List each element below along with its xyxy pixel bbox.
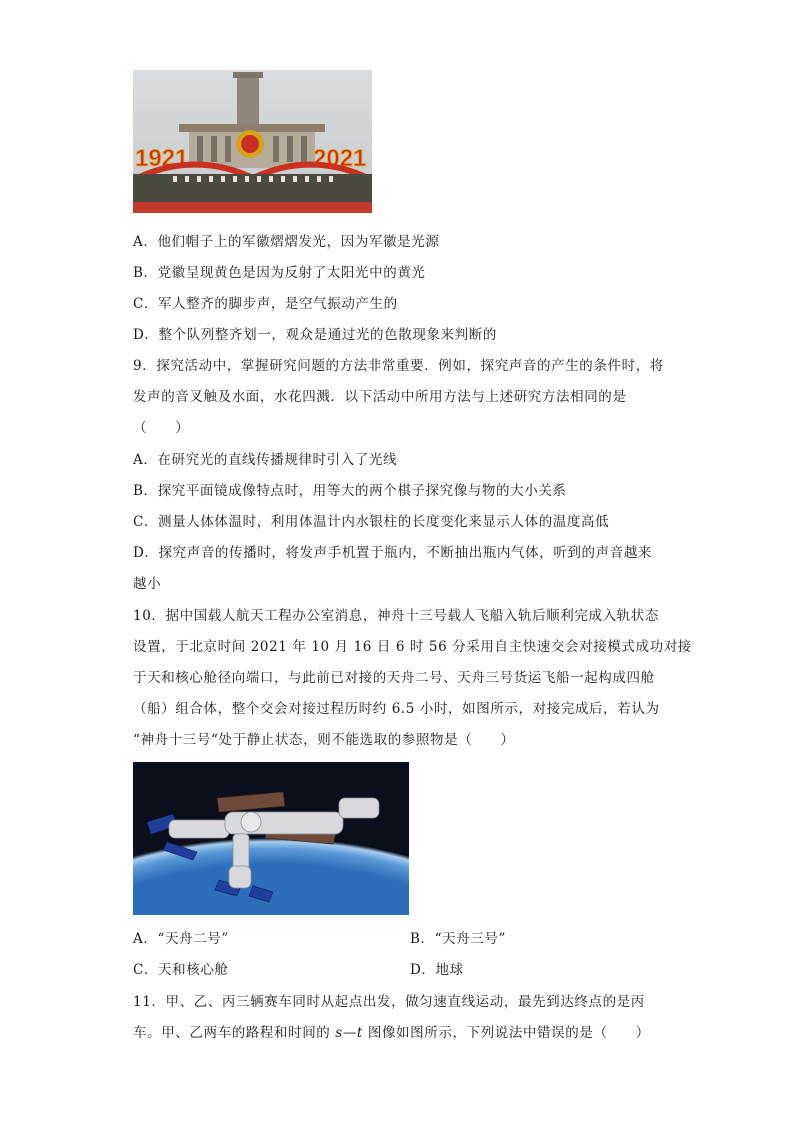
q10-stem-line: 于天和核心舱径向端口，与此前已对接的天舟二号、天舟三号货运飞船一起构成四舱 bbox=[133, 670, 655, 686]
year-right-text: 2021 bbox=[313, 145, 367, 172]
q10-option-d: D．地球 bbox=[410, 962, 464, 978]
year-left-text: 1921 bbox=[135, 145, 189, 172]
q11-stem-text: 车。甲、乙两车的路程和时间的 bbox=[133, 1025, 336, 1041]
q9-stem-line: 发声的音叉触及水面，水花四溅．以下活动中所用方法与上述研究方法相同的是 bbox=[133, 389, 627, 405]
q10-option-a: A．“天舟二号” bbox=[133, 931, 229, 947]
q9-option-c: C．测量人体体温时，利用体温计内水银柱的长度变化来显示人体的温度高低 bbox=[133, 514, 610, 530]
q11-stem-line: 11．甲、乙、丙三辆赛车同时从起点出发，做匀速直线运动，最先到达终点的是丙 bbox=[133, 994, 645, 1010]
q10-option-b: B．“天舟三号” bbox=[410, 931, 507, 947]
st-graph-variable: s—t bbox=[335, 1025, 363, 1041]
q9-answer-blank: （ ） bbox=[133, 420, 190, 436]
q9-option-a: A．在研究光的直线传播规律时引入了光线 bbox=[133, 452, 398, 468]
q10-stem-line: （船）组合体，整个交会对接过程历时约 6.5 小时，如图所示，对接完成后，若认为 bbox=[133, 701, 660, 717]
q8-option-a: A．他们帽子上的军徽熠熠发光，因为军徽是光源 bbox=[133, 234, 440, 250]
q10-stem-line: “神舟十三号“处于静止状态，则不能选取的参照物是（ ） bbox=[133, 732, 515, 748]
q10-option-c: C．天和核心舱 bbox=[133, 962, 229, 978]
q11-stem-line-2 bbox=[133, 1024, 650, 1042]
q10-stem-line: 设置，于北京时间 2021 年 10 月 16 日 6 时 56 分采用自主快速交会对接模式成功对接 bbox=[133, 639, 692, 655]
ceremony-photo bbox=[133, 70, 372, 213]
q9-option-d-continued: 越小 bbox=[133, 576, 162, 592]
q9-option-b: B．探究平面镜成像特点时，用等大的两个棋子探究像与物的大小关系 bbox=[133, 483, 567, 499]
q8-option-b: B．党徽呈现黄色是因为反射了太阳光中的黄光 bbox=[133, 265, 426, 281]
q9-stem-line: 9．探究活动中，掌握研究问题的方法非常重要．例如，探究声音的产生的条件时，将 bbox=[133, 358, 664, 374]
q8-option-c: C．军人整齐的脚步声，是空气振动产生的 bbox=[133, 296, 398, 312]
q9-option-d: D．探究声音的传播时，将发声手机置于瓶内，不断抽出瓶内气体，听到的声音越来 bbox=[133, 545, 653, 561]
q8-option-d: D．整个队列整齐划一，观众是通过光的色散现象来判断的 bbox=[133, 327, 497, 343]
space-station-photo bbox=[133, 762, 409, 915]
q11-stem-text: 图像如图所示，下列说法中错误的是（ ） bbox=[362, 1025, 650, 1041]
q10-stem-line: 10．据中国载人航天工程办公室消息，神舟十三号载人飞船入轨后顺利完成入轨状态 bbox=[133, 608, 659, 624]
